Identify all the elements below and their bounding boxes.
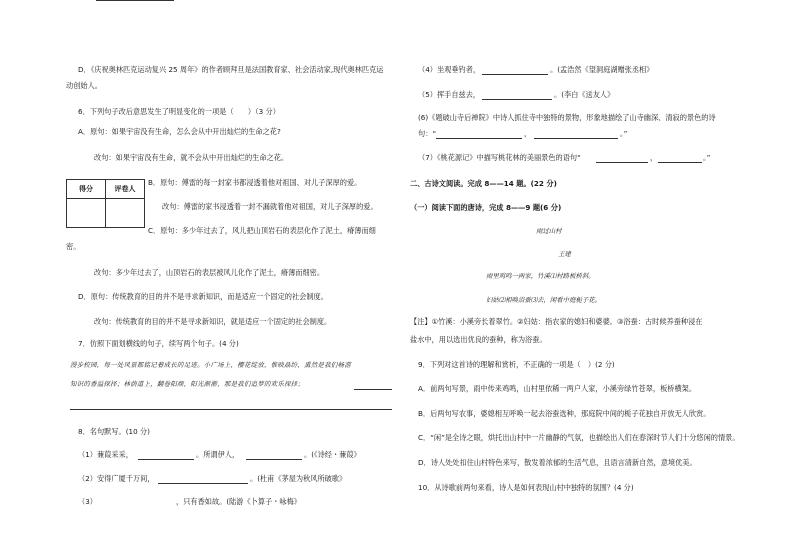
poem-line-1: 雨里鸡鸣一两家，竹溪⑴村路板桥斜。 [486, 272, 595, 280]
q7-passage-line1: 漫步校园，每一处风景都铭记着成长的足迹。小广场上，樱花绽放，惟映晶纷，熏然是我们畅游 [70, 361, 352, 369]
question-6: 6．下列句子改后意思发生了明显变化的一项是（ ）（3 分） [78, 107, 280, 116]
q7-answer-blank-2[interactable] [70, 409, 392, 410]
q8-2-blank[interactable] [158, 483, 248, 484]
q6-d-original: D．原句：传统教育的目的并不是寻求新知识，而是适应一个固定的社会制度。 [78, 292, 328, 301]
q8-4-blank[interactable] [482, 74, 548, 75]
score-header: 得分 [67, 180, 106, 199]
q8-6-line1: (6)《题破山寺后禅院》中诗人抓住寺中独特的景物，形象地描绘了山寺幽深、清寂的景色的诗 [418, 113, 716, 122]
q8-5-prefix: （5）挥手自兹去， [418, 90, 481, 99]
score-table [66, 179, 145, 228]
q6-b-revised: 改句：傅雷的家书浸透着一封不漏就着他对祖国，对儿子深厚的爱。 [162, 202, 378, 211]
question-10: 10．从诗歌前两句来看，诗人是如何表现山村中独特的氛围？(4 分) [418, 483, 634, 492]
q8-6-blank-1[interactable] [436, 138, 522, 139]
q9-option-b: B．后两句写农事，婆媳相互呼唤一起去浴蚕选种，那庭院中间的栀子花独自开放无人欣赏。 [418, 409, 711, 418]
section-2-heading: 二、古诗文阅读。完成 8——14 题。(22 分) [410, 179, 557, 188]
q5-option-d-cont: 动创始人。 [66, 81, 102, 90]
q8-7-blank-2[interactable] [658, 162, 702, 163]
poem-line-2: 妇姑⑵相唤浴蚕⑶去，闲看中庭栀子花。 [486, 296, 602, 304]
section-2-part-1: （一）阅读下面的唐诗，完成 8——9 题(6 分) [410, 203, 562, 212]
poem-note-line2: 盐水中，用以选出优良的蚕种，称为浴蚕。 [410, 335, 547, 344]
q6-c-original-cont: 密。 [66, 242, 81, 251]
q8-1-blank-1[interactable] [138, 459, 194, 460]
q9-option-c: C．“闲”是全诗之眼，烘托出山村中一片幽静的气氛，也描绘出人们在春深时节人们十分悠闲的情景。 [418, 433, 740, 442]
q6-c-revised: 改句：多少年过去了，山顶岩石的表层被风儿化作了泥土，瘠薄而细密。 [94, 268, 325, 277]
q8-1-middle: 。所谓伊人， [196, 450, 240, 459]
q6-d-revised: 改句：传统教育的目的并不是寻求新知识，就是适应一个固定的社会制度。 [94, 317, 332, 326]
question-7: 7．仿照下面划横线的句子，续写两个句子。(4 分) [78, 339, 239, 348]
q8-5-source: 。(李白《送友人》 [554, 90, 615, 99]
q8-5-blank[interactable] [482, 99, 552, 100]
q8-6-prefix: 句：“ [418, 129, 437, 138]
grader-header: 评卷人 [106, 180, 145, 199]
q8-4-source: 。(孟浩然《望洞庭湖赠张丞相》 [550, 65, 654, 74]
q8-3-blank[interactable] [96, 0, 174, 1]
q9-option-d: D．诗人处处扣住山村特色来写，散发着浓郁的生活气息，且语言清新自然，意境优美。 [418, 458, 697, 467]
q6-a-original: A．原句：如果宇宙没有生命，怎么会从中开出灿烂的生命之花? [78, 127, 281, 136]
q9-option-a: A．前两句写景，雨中传来鸡鸣，山村里依稀一两户人家，小溪旁绿竹苍翠，板桥横架。 [418, 384, 697, 393]
score-cell[interactable] [67, 199, 106, 228]
q8-3-prefix: （3） [78, 497, 97, 506]
q8-7-prefix: （7）《桃花源记》中描写桃花林的美丽景色的语句“ [418, 153, 581, 162]
q7-answer-blank-1[interactable] [354, 389, 392, 390]
q6-b-original: B．原句：傅雷的每一封家书都浸透着他对祖国、对儿子深厚的爱。 [148, 178, 362, 187]
q8-7-end: 。” [703, 153, 711, 162]
grader-cell[interactable] [106, 199, 145, 228]
q6-a-revised: 改句：如果宇宙没有生命，就不会从中开出灿烂的生命之花。 [94, 153, 289, 162]
poem-note-line1: 【注】①竹溪：小溪旁长着翠竹。②妇姑：指农家的媳妇和婆婆。③浴蚕：古时候养蚕种浸在 [410, 317, 703, 326]
q8-1-prefix: （1）蒹葭采采， [78, 450, 133, 459]
q8-1-blank-2[interactable] [246, 459, 302, 460]
q8-7-blank-1[interactable] [596, 162, 648, 163]
q8-7-comma: ， [650, 153, 658, 162]
q8-2-source: 。(杜甫《茅屋为秋风所破歌》 [250, 474, 347, 483]
q8-6-end: 。” [620, 129, 628, 138]
poem-title: 雨过山村 [536, 227, 562, 235]
q6-c-original: C．原句：多少年过去了，风儿把山顶岩石的表层化作了泥土，瘠薄而细 [148, 226, 376, 235]
q8-3-source: ，只有香如故。(陆游《卜算子・咏梅》 [176, 497, 301, 506]
question-9: 9．下列对这首诗的理解和赏析，不正确的一项是（ ）(2 分) [418, 360, 615, 369]
q8-4-prefix: （4）坐观垂钓者， [418, 65, 481, 74]
q8-1-source: 。(《诗经・蒹葭》 [304, 450, 361, 459]
question-8: 8．名句默写。(10 分) [78, 427, 150, 436]
q8-2-prefix: （2）安得广厦千万间， [78, 474, 155, 483]
poem-author: 王建 [558, 250, 571, 258]
q7-passage-line2: 知识的香溢探择；林荫道上，翻卷阳颜，阳光渐渐，那是我们追梦的欢乐探择； [70, 380, 305, 388]
q8-6-comma: ， [524, 129, 532, 138]
q8-6-blank-2[interactable] [534, 138, 618, 139]
q5-option-d: D．《庆祝奥林匹克运动复兴 25 周年》的作者顾拜旦是法国教育家、社会活动家,现代奥林匹克运 [78, 65, 384, 74]
